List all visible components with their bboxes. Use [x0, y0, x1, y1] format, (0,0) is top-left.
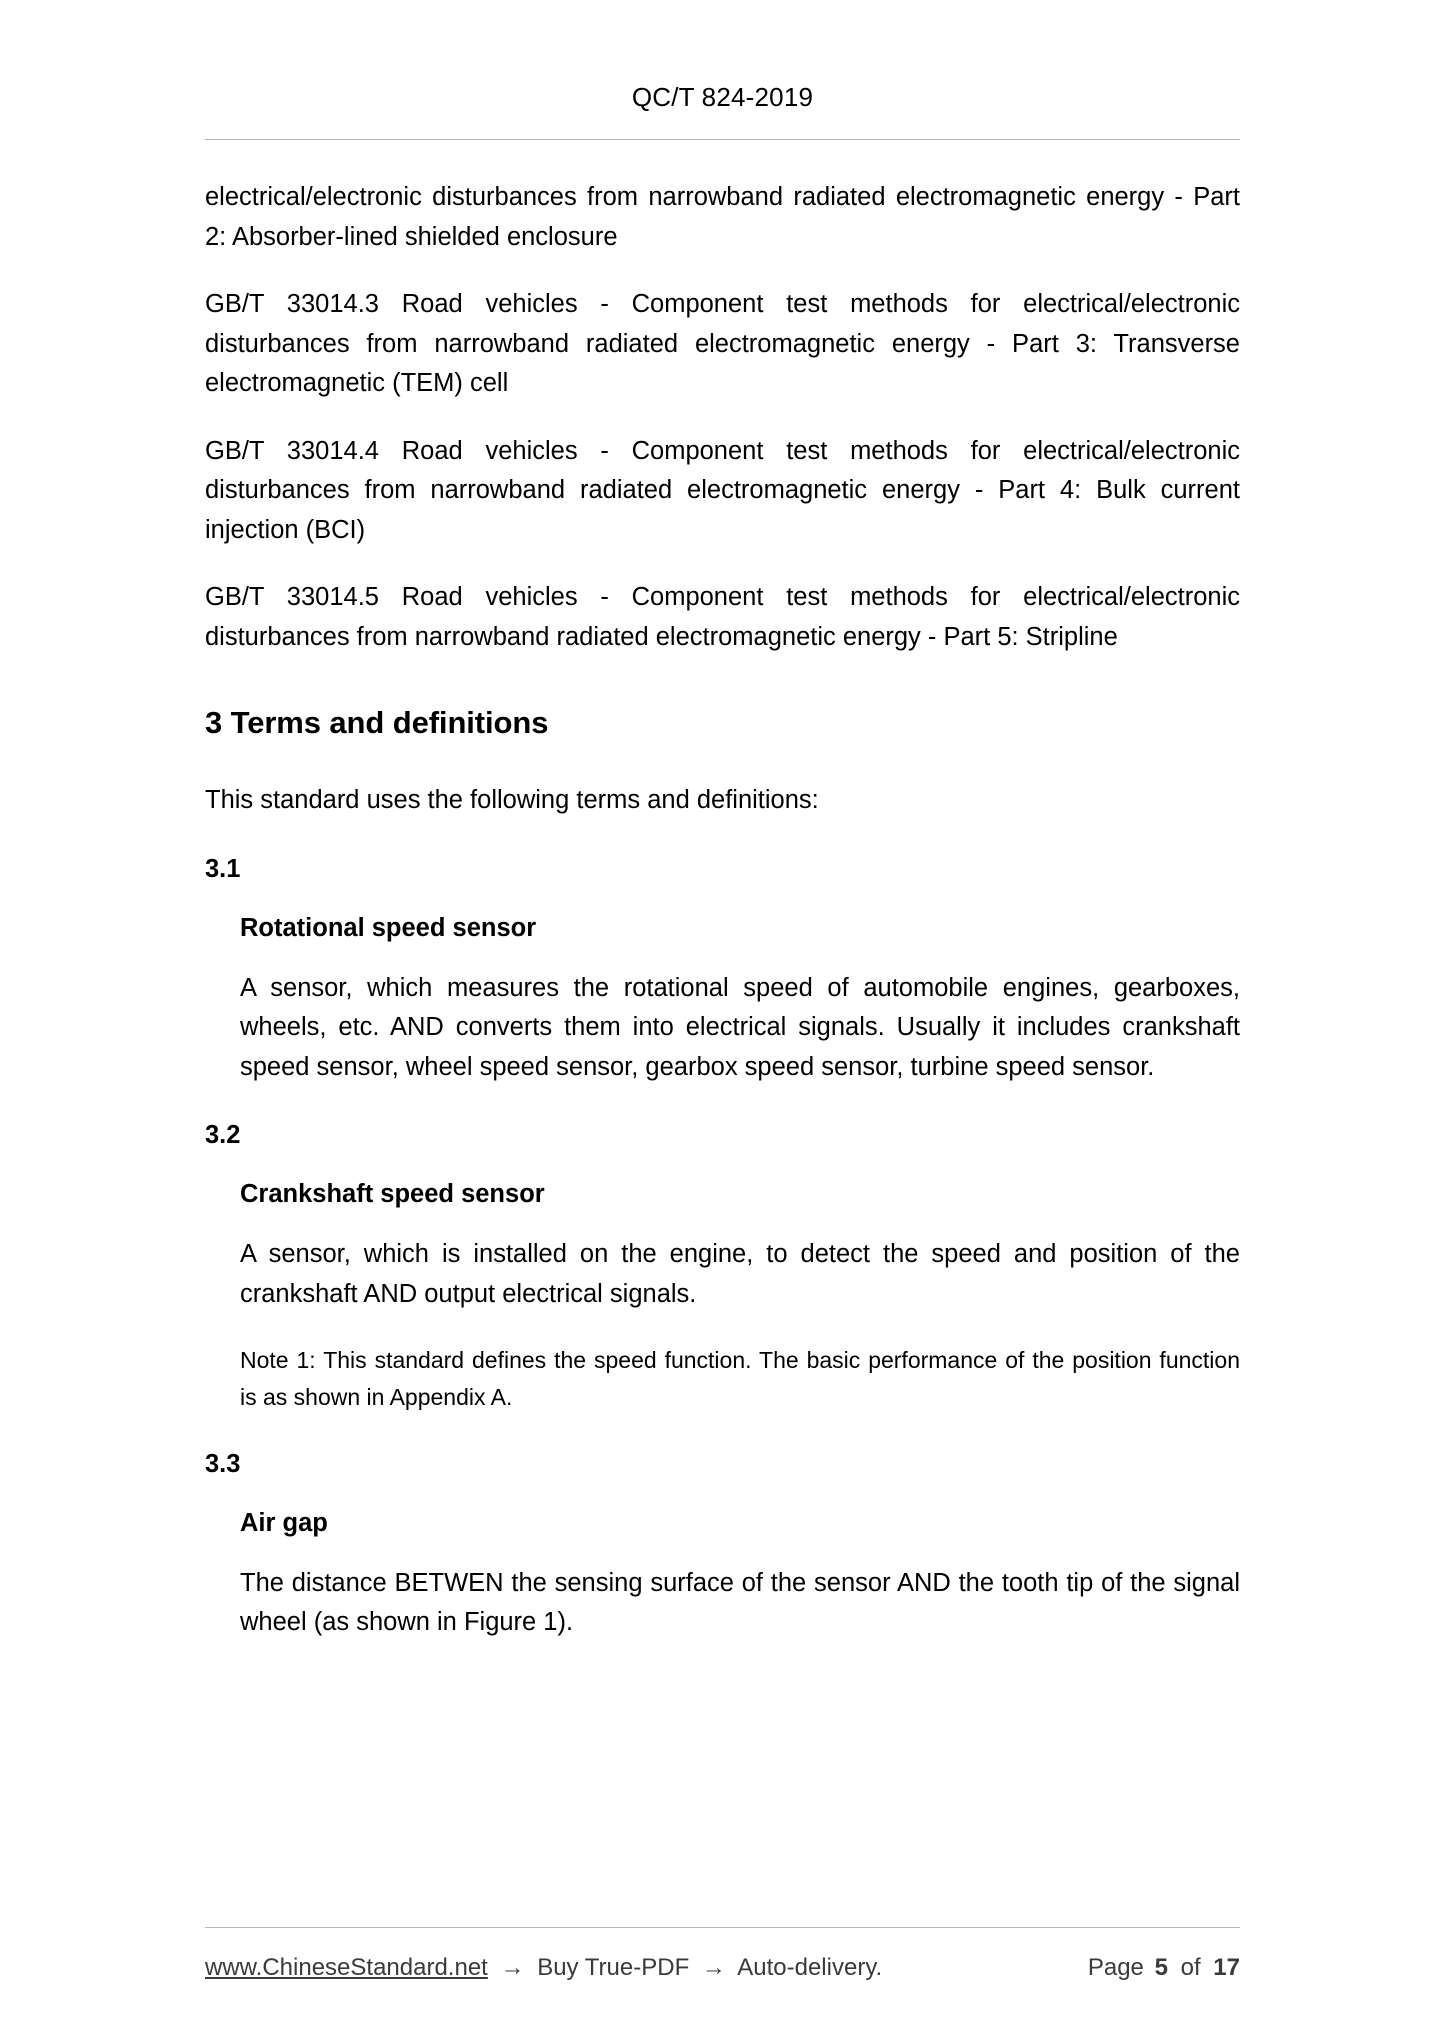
footer-left [205, 1954, 1088, 1982]
footer-divider [205, 1927, 1240, 1928]
page-total: 17 [1213, 1954, 1240, 1981]
term-definition-air-gap: The distance BETWEN the sensing surface of the sensor AND the tooth tip of the signal wheel (as shown in Figure 1). [240, 1568, 1240, 1637]
footer-site-link[interactable]: www.ChineseStandard.net [205, 1954, 488, 1981]
arrow-right-icon-2: → [701, 1954, 726, 1981]
document-title: QC/T 824-2019 [631, 82, 814, 112]
clause-number-3-2: 3.2 [205, 1121, 241, 1150]
paragraph-standard-part4: GB/T 33014.4 Road vehicles - Component test methods for electrical/electronic disturbances from narrowband radiated electromagnetic energy - Part 4: Bulk current injection (BCI) [205, 436, 1240, 544]
section-intro-text: This standard uses the following terms and definitions: [205, 786, 819, 815]
footer-page-indicator [1088, 1954, 1240, 1982]
page-of-label: of [1180, 1954, 1201, 1981]
footer-row [205, 1954, 1240, 1982]
paragraph-standard-part3: GB/T 33014.3 Road vehicles - Component test methods for electrical/electronic disturbances from narrowband radiated electromagnetic energy - Part 3: Transverse electromagnetic (TEM) cell [205, 290, 1240, 398]
clause-number-3-3: 3.3 [205, 1449, 241, 1478]
paragraph-standard-part5: GB/T 33014.5 Road vehicles - Component test methods for electrical/electronic disturbances from narrowband radiated electromagnetic energy - Part 5: Stripline [205, 583, 1240, 651]
clause-block-3-2 [240, 1180, 1240, 1416]
section-heading-terms-and-definitions: 3 Terms and definitions [205, 705, 549, 741]
term-title-rotational-speed-sensor: Rotational speed sensor [240, 913, 537, 942]
term-definition-rotational-speed-sensor: A sensor, which measures the rotational speed of automobile engines, gearboxes, wheels, etc. AND converts them into electrical signals. Usually it includes crankshaft speed sensor, wheel speed sensor, gearbox speed sensor, turbine speed sensor. [240, 973, 1240, 1081]
page-number: 5 [1154, 1954, 1168, 1981]
term-title-air-gap: Air gap [240, 1508, 328, 1537]
page-footer [205, 1927, 1240, 1982]
page-header [0, 0, 1445, 113]
footer-buy-label[interactable]: Buy True-PDF [537, 1954, 690, 1981]
clause-block-3-3 [240, 1509, 1240, 1643]
page-content [205, 140, 1240, 1643]
clause-number-3-1: 3.1 [205, 854, 241, 883]
arrow-right-icon: → [500, 1954, 525, 1981]
term-definition-crankshaft-speed-sensor: A sensor, which is installed on the engine, to detect the speed and position of the crankshaft AND output electrical signals. [240, 1240, 1240, 1308]
page-label: Page [1087, 1954, 1144, 1981]
paragraph-standard-part2: electrical/electronic disturbances from narrowband radiated electromagnetic energy - Part 2: Absorber-lined shielded enclosure [205, 183, 1240, 251]
term-title-crankshaft-speed-sensor: Crankshaft speed sensor [240, 1180, 545, 1209]
footer-delivery-label: Auto-delivery. [737, 1954, 883, 1981]
clause-block-3-1 [240, 914, 1240, 1088]
term-note-crankshaft-speed-sensor: Note 1: This standard defines the speed function. The basic performance of the position function is as shown in Appendix A. [240, 1347, 1240, 1411]
